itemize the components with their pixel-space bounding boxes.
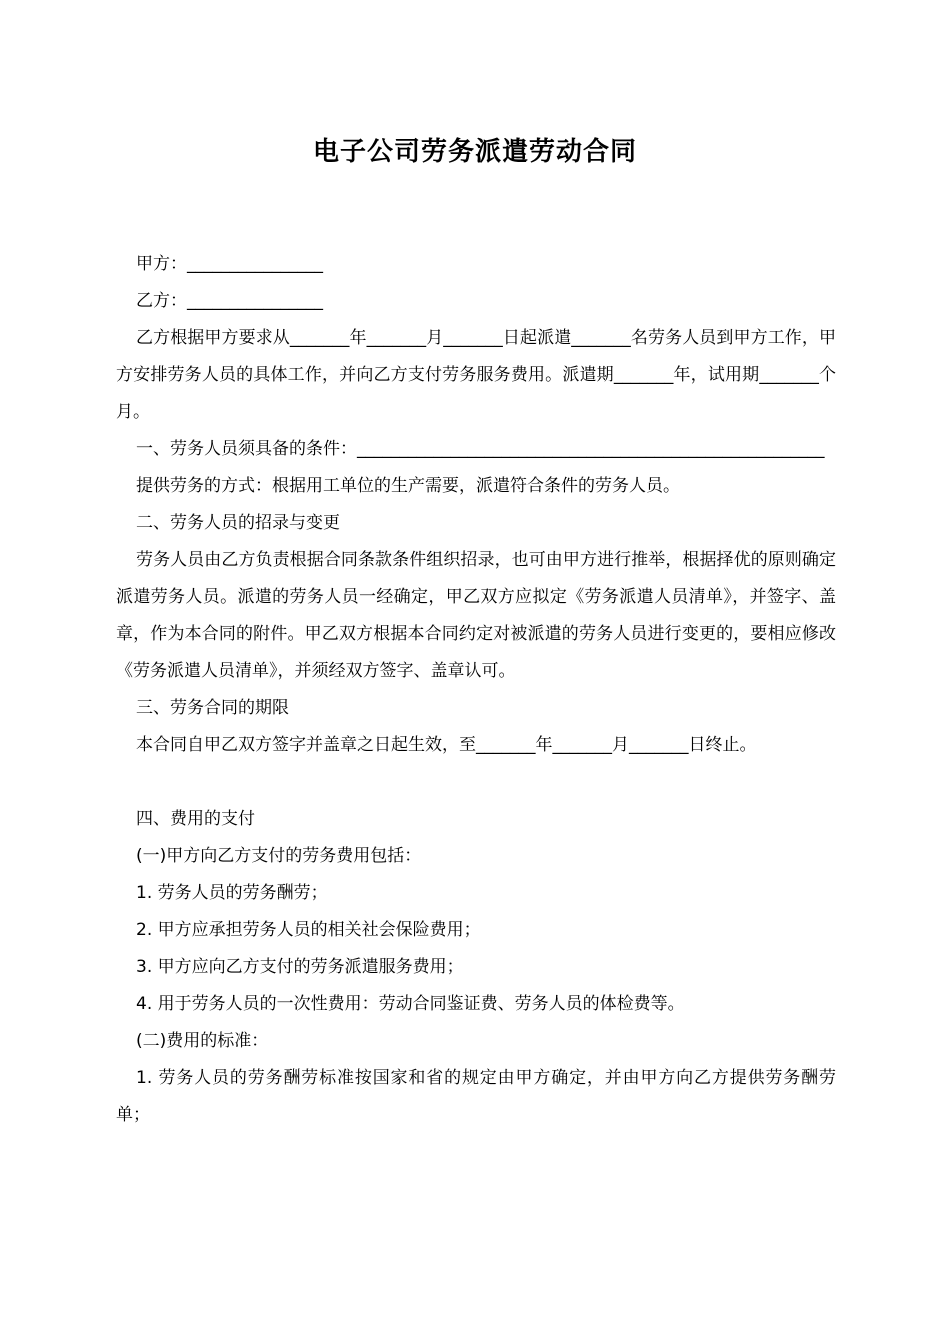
section-4-sub-1-heading: (一)甲方向乙方支付的劳务费用包括： bbox=[136, 846, 422, 866]
section-4-item-4: 4. 用于劳务人员的一次性费用：劳动合同鉴证费、劳务人员的体检费等。 bbox=[136, 994, 685, 1014]
section-1-conditions: 一、劳务人员须具备的条件：_______________________________________________________ bbox=[136, 439, 825, 459]
section-2-heading: 二、劳务人员的招录与变更 bbox=[136, 513, 340, 533]
intro-paragraph: 乙方根据甲方要求从_______年_______月_______日起派遣_______名劳务人员到甲方工作，甲方安排劳务人员的具体工作，并向乙方支付劳务服务费用。派遣期_______年，试用期_______个月。 bbox=[116, 328, 836, 422]
section-4-sub-2-heading: (二)费用的标准： bbox=[136, 1031, 269, 1051]
service-method-paragraph: 提供劳务的方式：根据用工单位的生产需要，派遣符合条件的劳务人员。 bbox=[136, 476, 680, 496]
section-4-item-2: 2. 甲方应承担劳务人员的相关社会保险费用； bbox=[136, 920, 481, 940]
section-4-heading: 四、费用的支付 bbox=[136, 809, 255, 829]
party-a-line: 甲方：________________ bbox=[136, 254, 323, 274]
section-4-standard-item-1: 1. 劳务人员的劳务酬劳标准按国家和省的规定由甲方确定，并由甲方向乙方提供劳务酬劳单； bbox=[116, 1068, 836, 1125]
party-b-line: 乙方：________________ bbox=[136, 291, 323, 311]
section-4-item-3: 3. 甲方应向乙方支付的劳务派遣服务费用； bbox=[136, 957, 464, 977]
document-title: 电子公司劳务派遣劳动合同 bbox=[312, 137, 637, 167]
section-4-item-1: 1. 劳务人员的劳务酬劳； bbox=[136, 883, 328, 903]
section-3-paragraph: 本合同自甲乙双方签字并盖章之日起生效，至_______年_______月_______日终止。 bbox=[136, 735, 757, 755]
document-body bbox=[116, 246, 836, 1134]
section-3-heading: 三、劳务合同的期限 bbox=[136, 698, 289, 718]
section-2-paragraph: 劳务人员由乙方负责根据合同条款条件组织招录，也可由甲方进行推举，根据择优的原则确定派遣劳务人员。派遣的劳务人员一经确定，甲乙双方应拟定《劳务派遣人员清单》，并签字、盖章，作为本合同的附件。甲乙双方根据本合同约定对被派遣的劳务人员进行变更的，要相应修改《劳务派遣人员清单》，并须经双方签字、盖章认可。 bbox=[116, 550, 836, 681]
